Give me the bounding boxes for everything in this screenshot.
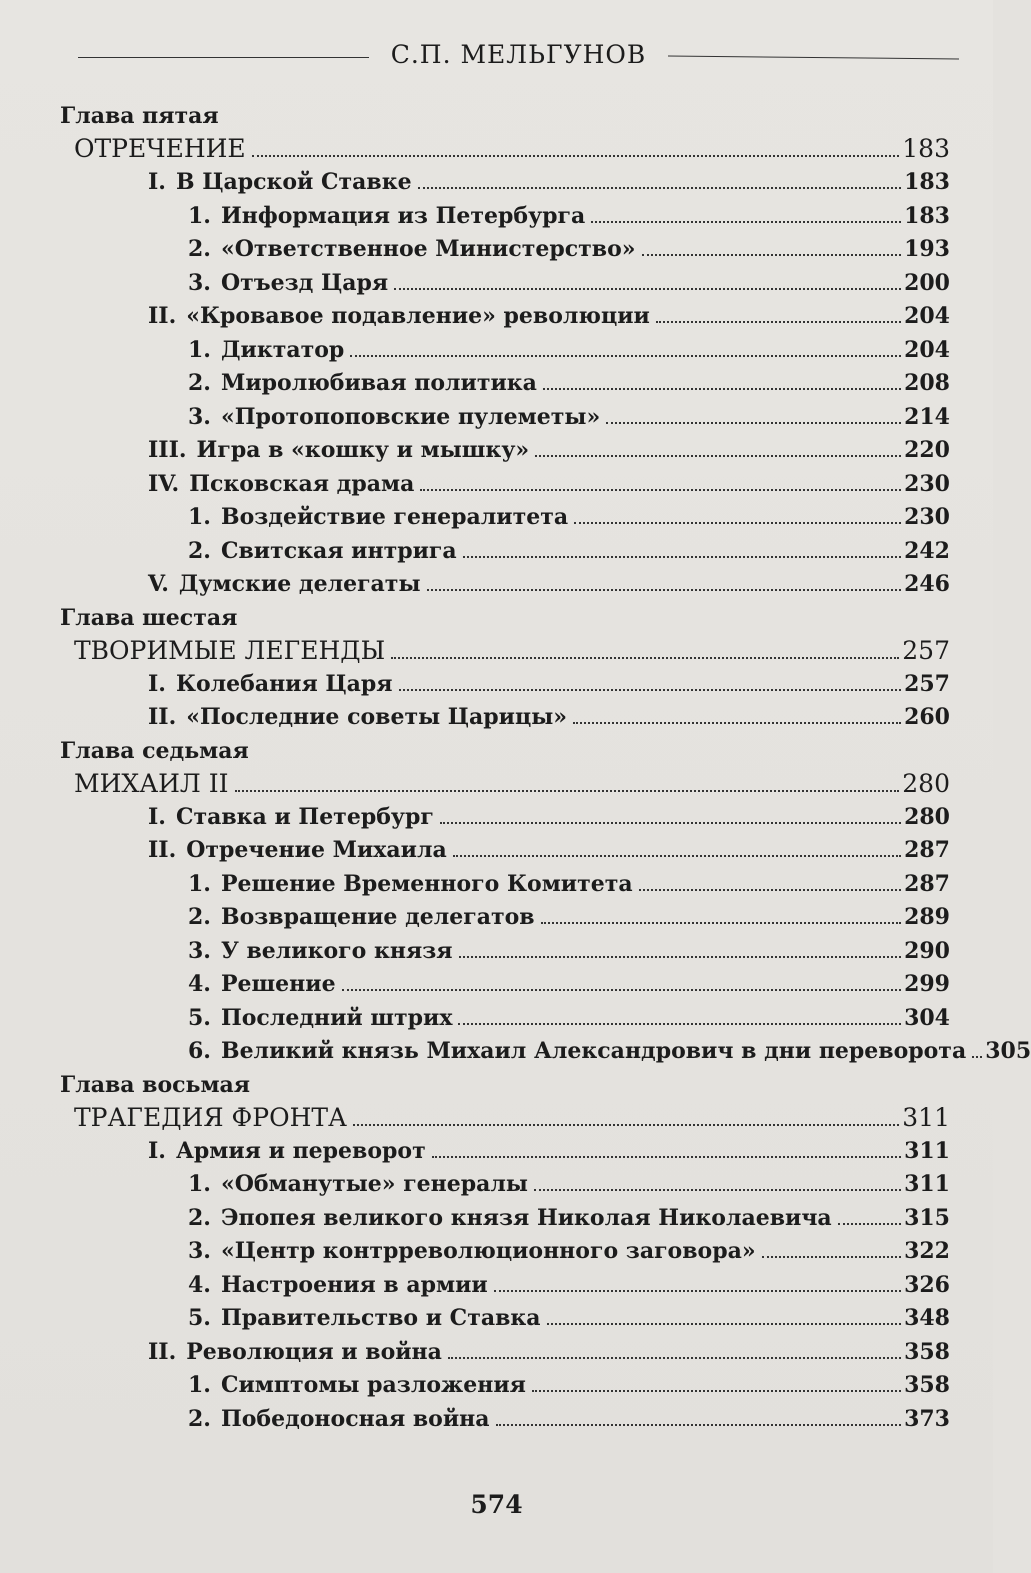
entry-title: Диктатор	[220, 336, 345, 363]
entry-number: 2.	[188, 1204, 211, 1231]
entry-title: Настроения в армии	[220, 1271, 488, 1298]
header-author: С.П. МЕЛЬГУНОВ	[390, 39, 647, 69]
toc-entry	[60, 300, 950, 334]
dot-leader	[547, 1323, 902, 1325]
entry-page-number: 280	[904, 803, 950, 830]
page-number: 574	[470, 1490, 523, 1519]
entry-page-number: 348	[904, 1305, 950, 1331]
entry-number: 2.	[188, 537, 211, 564]
dot-leader	[463, 556, 901, 558]
entry-page-number: 322	[904, 1238, 950, 1264]
entry-number: 5.	[188, 1305, 211, 1331]
dot-leader	[656, 321, 901, 323]
entry-title: Решение Временного Комитета	[220, 870, 633, 897]
chapter-title: ТВОРИМЫЕ ЛЕГЕНДЫ	[74, 635, 386, 665]
dot-leader	[541, 922, 901, 924]
dot-leader	[459, 956, 902, 958]
entry-title: Возвращение делегатов	[220, 904, 535, 930]
toc-entry	[60, 935, 950, 969]
dot-leader	[494, 1290, 901, 1292]
toc-entry	[60, 233, 950, 267]
entry-number: 1.	[188, 870, 211, 897]
entry-page-number: 208	[904, 370, 950, 396]
toc-entry	[60, 1035, 1031, 1069]
entry-number: III.	[148, 437, 187, 463]
entry-page-number: 200	[904, 269, 950, 296]
chapter-label: Глава седьмая	[60, 737, 249, 764]
entry-number: II.	[148, 704, 177, 730]
entry-page-number: 304	[904, 1004, 950, 1031]
entry-page-number: 287	[904, 870, 950, 897]
chapter-title: МИХАИЛ II	[74, 768, 229, 798]
entry-number: 3.	[188, 269, 211, 296]
toc-entry	[60, 834, 950, 868]
toc-entry	[60, 166, 950, 200]
entry-number: 6.	[188, 1038, 211, 1064]
entry-page-number: 311	[904, 1171, 950, 1197]
entry-number: 4.	[188, 971, 211, 997]
toc-entry	[60, 1235, 950, 1269]
chapter-title-entry	[60, 767, 950, 801]
dot-leader	[391, 657, 899, 659]
entry-title: В Царской Ставке	[175, 169, 412, 195]
entry-number: 1.	[188, 504, 211, 530]
toc-entry	[60, 1135, 950, 1169]
dot-leader	[606, 422, 901, 424]
entry-title: Информация из Петербурга	[220, 202, 586, 229]
dot-leader	[642, 254, 902, 256]
dot-leader	[453, 855, 901, 857]
entry-number: 1.	[188, 1171, 211, 1197]
dot-leader	[543, 388, 901, 390]
dot-leader	[535, 455, 901, 457]
entry-page-number: 214	[904, 403, 950, 430]
toc-entry	[60, 200, 950, 234]
toc-entry	[60, 334, 950, 368]
toc-entry	[60, 434, 950, 468]
header-rule-right	[668, 55, 959, 59]
entry-page-number: 311	[902, 1102, 950, 1132]
toc-entry	[60, 1369, 950, 1403]
entry-page-number: 204	[904, 303, 950, 329]
toc-entry	[60, 968, 950, 1002]
entry-page-number: 358	[904, 1338, 950, 1365]
entry-title: Симптомы разложения	[220, 1372, 526, 1398]
entry-page-number: 230	[904, 470, 950, 497]
toc-entry	[60, 701, 950, 735]
entry-title: Свитская интрига	[220, 537, 457, 564]
toc-entry	[60, 568, 950, 602]
entry-number: 2.	[188, 904, 211, 930]
chapter-title-entry	[60, 634, 950, 668]
entry-number: I.	[148, 1137, 166, 1164]
entry-title: Думские делегаты	[178, 571, 421, 597]
entry-page-number: 358	[904, 1372, 950, 1398]
dot-leader	[574, 522, 901, 524]
chapter-label: Глава пятая	[60, 103, 219, 129]
dot-leader	[440, 822, 901, 824]
entry-number: 5.	[188, 1004, 211, 1031]
entry-page-number: 299	[904, 971, 950, 997]
toc-entry	[60, 1269, 950, 1303]
dot-leader	[418, 187, 901, 189]
entry-title: Колебания Царя	[175, 670, 393, 697]
chapter-title: ОТРЕЧЕНИЕ	[74, 134, 246, 163]
entry-title: Армия и переворот	[175, 1137, 426, 1164]
toc-entry	[60, 535, 950, 569]
entry-page-number: 311	[904, 1137, 950, 1164]
toc-entry	[60, 401, 950, 435]
dot-leader	[420, 489, 901, 491]
entry-page-number: 315	[904, 1204, 950, 1231]
toc-entry	[60, 668, 950, 702]
dot-leader	[432, 1156, 901, 1158]
dot-leader	[353, 1124, 899, 1126]
entry-title: У великого князя	[220, 937, 453, 964]
dot-leader	[496, 1424, 902, 1426]
entry-page-number: 242	[904, 537, 950, 564]
toc-entry	[60, 801, 950, 835]
entry-number: I.	[148, 169, 166, 195]
dot-leader	[762, 1256, 901, 1258]
entry-number: 1.	[188, 202, 211, 229]
toc-entry	[60, 1202, 950, 1236]
entry-number: 1.	[188, 336, 211, 363]
dot-leader	[427, 589, 902, 591]
entry-title: Решение	[220, 971, 336, 997]
entry-title: «Протопоповские пулеметы»	[220, 403, 601, 430]
entry-title: «Центр контрреволюционного заговора»	[220, 1238, 756, 1264]
entry-page-number: 257	[902, 635, 950, 665]
dot-leader	[448, 1357, 901, 1359]
entry-number: I.	[148, 803, 166, 830]
toc-entry	[60, 1168, 950, 1202]
chapter-title-entry	[60, 1101, 950, 1135]
entry-page-number: 204	[904, 336, 950, 363]
entry-page-number: 305	[985, 1038, 1031, 1064]
entry-page-number: 289	[904, 904, 950, 930]
entry-number: 3.	[188, 1238, 211, 1264]
entry-number: II.	[148, 837, 177, 863]
entry-title: Революция и война	[186, 1338, 442, 1365]
entry-page-number: 183	[904, 169, 950, 195]
toc-entry	[60, 468, 950, 502]
toc-entry	[60, 267, 950, 301]
toc-entry	[60, 1336, 950, 1370]
entry-page-number: 290	[904, 937, 950, 964]
entry-title: «Ответственное Министерство»	[220, 236, 636, 262]
entry-title: Ставка и Петербург	[175, 803, 434, 830]
dot-leader	[534, 1189, 901, 1191]
entry-page-number: 260	[904, 704, 950, 730]
entry-page-number: 183	[904, 202, 950, 229]
dot-leader	[639, 889, 901, 891]
entry-title: Победоносная война	[220, 1405, 490, 1432]
entry-page-number: 220	[904, 437, 950, 463]
toc-entry	[60, 367, 950, 401]
entry-page-number: 287	[904, 837, 950, 863]
entry-page-number: 183	[902, 134, 950, 163]
entry-number: IV.	[148, 470, 180, 497]
entry-number: 3.	[188, 403, 211, 430]
entry-number: 3.	[188, 937, 211, 964]
dot-leader	[399, 689, 902, 691]
entry-page-number: 257	[904, 670, 950, 697]
dot-leader	[458, 1023, 901, 1025]
dot-leader	[972, 1056, 982, 1058]
dot-leader	[838, 1223, 901, 1225]
entry-title: Миролюбивая политика	[220, 370, 537, 396]
entry-page-number: 373	[904, 1405, 950, 1432]
entry-number: 2.	[188, 370, 211, 396]
dot-leader	[235, 790, 900, 792]
entry-title: «Последние советы Царицы»	[186, 704, 568, 730]
entry-title: Игра в «кошку и мышку»	[196, 437, 530, 463]
entry-number: 1.	[188, 1372, 211, 1398]
dot-leader	[342, 989, 901, 991]
entry-number: V.	[148, 571, 169, 597]
entry-page-number: 280	[902, 768, 950, 798]
entry-title: «Кровавое подавление» революции	[186, 303, 650, 329]
running-header	[78, 34, 959, 74]
entry-number: 2.	[188, 1405, 211, 1432]
entry-number: 2.	[188, 236, 211, 262]
chapter-title: ТРАГЕДИЯ ФРОНТА	[74, 1102, 347, 1132]
entry-title: Псковская драма	[189, 470, 415, 497]
toc-entry	[60, 1002, 950, 1036]
entry-title: Правительство и Ставка	[220, 1305, 541, 1331]
entry-number: 4.	[188, 1271, 211, 1298]
entry-title: Великий князь Михаил Александрович в дни переворота	[220, 1038, 967, 1064]
entry-page-number: 193	[904, 236, 950, 262]
dot-leader	[350, 355, 901, 357]
entry-title: Воздействие генералитета	[220, 504, 569, 530]
entry-title: Эпопея великого князя Николая Николаевича	[220, 1204, 832, 1231]
entry-title: Последний штрих	[220, 1004, 453, 1031]
toc-entry	[60, 868, 950, 902]
toc-entry	[60, 1403, 950, 1437]
toc-entry	[60, 501, 950, 535]
toc-entry	[60, 901, 950, 935]
entry-number: II.	[148, 303, 177, 329]
entry-page-number: 246	[904, 571, 950, 597]
toc-entry	[60, 1302, 950, 1336]
chapter-label: Глава восьмая	[60, 1071, 251, 1098]
table-of-contents	[60, 100, 1031, 1436]
entry-page-number: 326	[904, 1271, 950, 1298]
entry-number: I.	[148, 670, 166, 697]
dot-leader	[591, 221, 901, 223]
entry-title: «Обманутые» генералы	[220, 1171, 528, 1197]
entry-number: II.	[148, 1338, 177, 1365]
chapter-title-entry	[60, 132, 950, 166]
dot-leader	[532, 1390, 901, 1392]
header-rule-left	[78, 57, 369, 58]
entry-page-number: 230	[904, 504, 950, 530]
entry-title: Отречение Михаила	[186, 837, 447, 863]
chapter-label: Глава шестая	[60, 604, 238, 631]
dot-leader	[394, 288, 901, 290]
dot-leader	[252, 155, 900, 157]
entry-title: Отъезд Царя	[220, 269, 389, 296]
dot-leader	[573, 722, 901, 724]
